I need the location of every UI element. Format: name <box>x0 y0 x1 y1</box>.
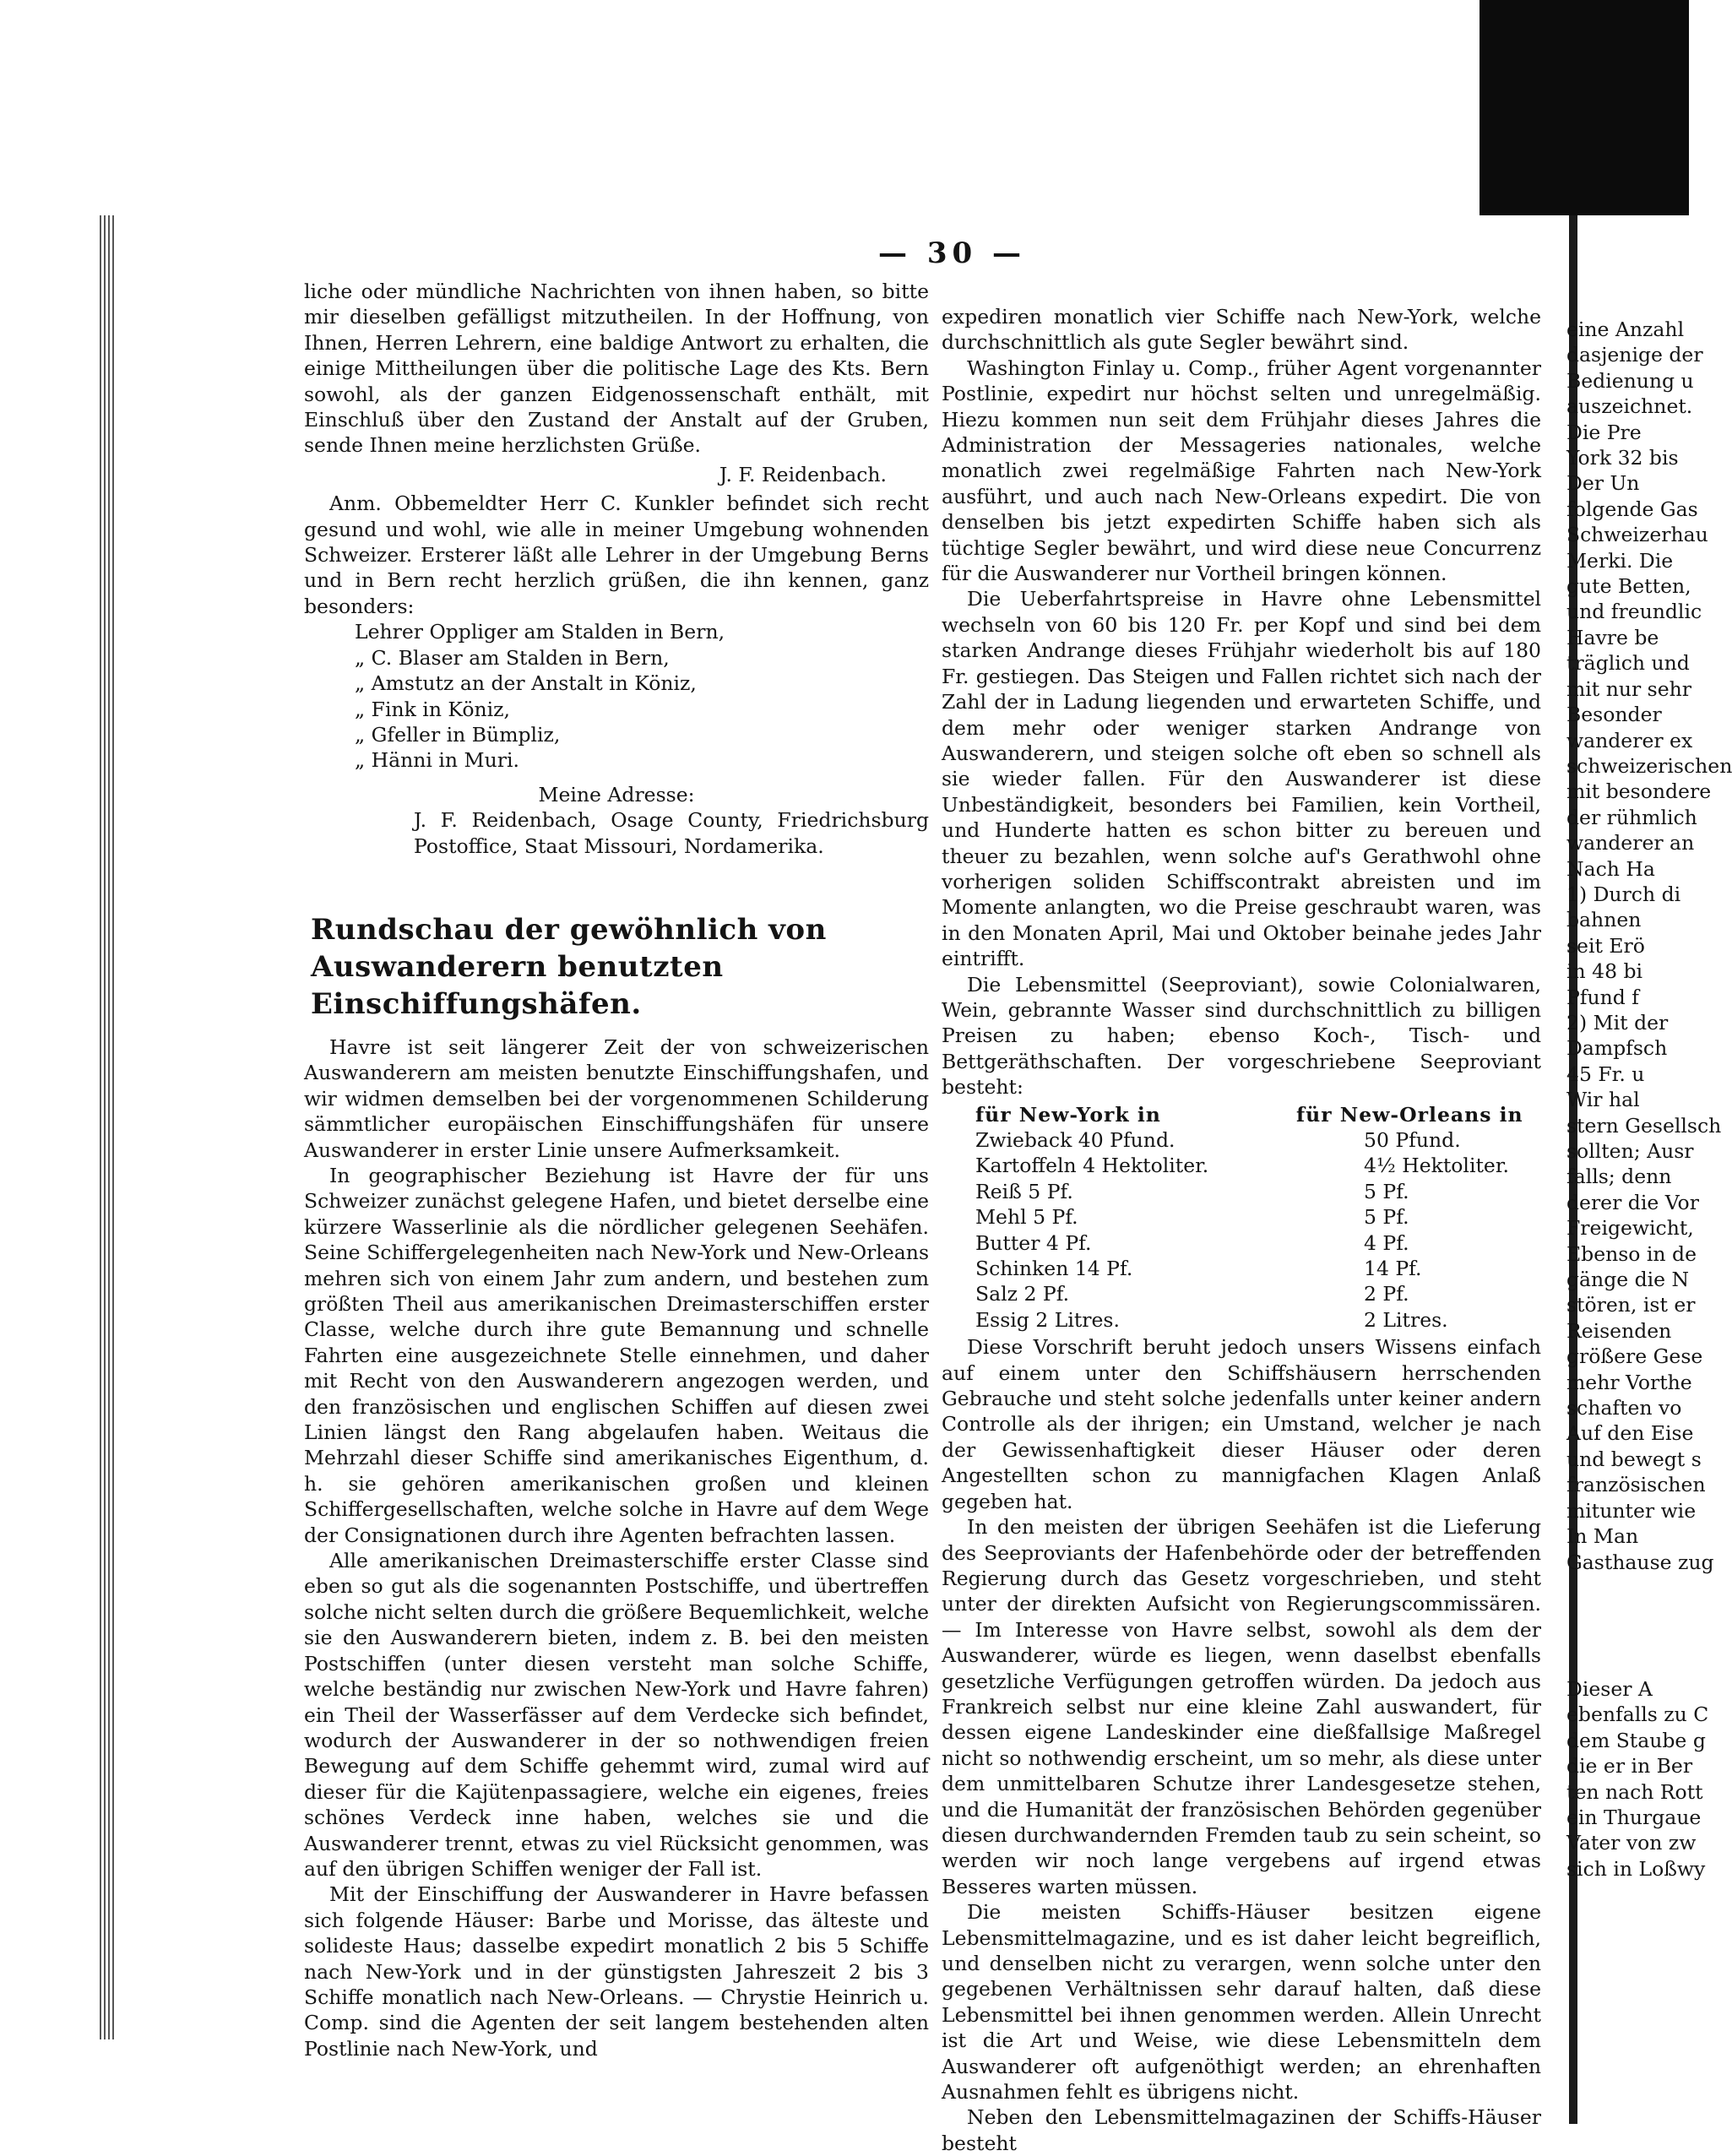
cropped-line: Pfund f <box>1566 985 1639 1009</box>
cropped-line: Die Pre <box>1566 420 1642 444</box>
cropped-line: falls; denn <box>1566 1165 1672 1189</box>
provisions-cell: Mehl 5 Pf. <box>975 1205 1078 1230</box>
cropped-line: und bewegt s <box>1566 1447 1702 1471</box>
cropped-line: sich in Loßwy <box>1566 1856 1706 1881</box>
page-number: — 30 — <box>878 236 1026 270</box>
provisions-cell: 4 Pf. <box>1364 1230 1409 1255</box>
cropped-line: der rühmlich <box>1566 805 1697 829</box>
cropped-line: Nach Ha <box>1566 856 1655 881</box>
cropped-line: seit Erö <box>1566 933 1645 958</box>
cropped-line: 1) Durch di <box>1566 882 1681 906</box>
cropped-line: mehr Vorthe <box>1566 1370 1692 1394</box>
column-left <box>304 279 929 2061</box>
provisions-header-neworleans: für New-Orleans in <box>1296 1102 1523 1127</box>
greetings-list <box>304 619 929 773</box>
cropped-line: träglich und <box>1566 651 1690 676</box>
provisions-cell: 2 Pf. <box>1364 1282 1409 1306</box>
column-gap <box>1566 1575 1689 1676</box>
cropped-line: Gasthause zug <box>1566 1550 1714 1574</box>
cropped-line: ten nach Rott <box>1566 1779 1703 1804</box>
cropped-line: wanderer ex <box>1566 728 1693 752</box>
cropped-line: Vater von zw <box>1566 1831 1697 1855</box>
cropped-line: eine Anzahl <box>1566 318 1685 341</box>
cropped-line: schweizerischen <box>1566 753 1732 778</box>
book-spine-edge <box>100 215 117 2039</box>
cropped-line: in 48 bi <box>1566 959 1643 984</box>
greetings-item: „ C. Blaser am Stalden in Bern, <box>355 645 670 670</box>
provisions-cell: Reiß 5 Pf. <box>975 1179 1073 1203</box>
provisions-cell: 2 Litres. <box>1364 1307 1448 1332</box>
cropped-line: Der Un <box>1566 471 1640 496</box>
provisions-cell: 50 Pfund. <box>1364 1128 1461 1152</box>
article-paragraph: Neben den Lebensmittelmagazinen der Schiffs-Häuser besteht <box>942 2105 1541 2155</box>
cropped-line: die er in Ber <box>1566 1754 1693 1779</box>
article-heading: Rundschau der gewöhnlich von Auswanderern benutzten Einschiffungshäfen. <box>311 912 827 1021</box>
cropped-line: dasjenige der <box>1566 343 1703 367</box>
article-paragraph: Alle amerikanischen Dreimasterschiffe erster Classe sind eben so gut als die sogenannten Postschiffe, und übertreffen solche nicht selten durch die größere Bequemlichkeit, welche sie den Auswanderern bieten, indem z. B. bei den meisten Postschiffen (unter diesen versteht man solche Schiffe, welche beständig nur zwischen New-York und Havre fahren) ein Theil der Wasserfässer auf dem Verdecke sich befindet, wodurch der Auswanderer in der so nothwendigen freien Bewegung auf dem Schiffe gehemmt wird, zumal wird auf dieser für die Kajütenpassagiere, welche ein eigenes, freies schönes Verdeck inne haben, welches sie und die Auswanderer trennt, etwas zu viel Rücksicht genommen, was auf den übrigen Schiffen weniger der Fall ist. <box>304 1549 929 1881</box>
cropped-line: Freigewicht, <box>1566 1216 1694 1241</box>
provisions-cell: Butter 4 Pf. <box>975 1230 1092 1255</box>
cropped-line: 45 Fr. u <box>1566 1062 1645 1086</box>
cropped-line: mit nur sehr <box>1566 676 1692 701</box>
provisions-cell: Schinken 14 Pf. <box>975 1257 1133 1281</box>
cropped-line: derer die Vor <box>1566 1190 1699 1214</box>
cropped-lines-top <box>1566 317 1732 1575</box>
article-paragraph: Mit der Einschiffung der Auswanderer in Havre befassen sich folgende Häuser: Barbe und Morisse, das älteste und solideste Haus; dasselbe expedirt monatlich 2 bis 5 Schiffe nach New-York und in der günstigsten Jahreszeit 2 bis 3 Schiffe monatlich nach New-Orleans. — Chrystie Heinrich u. Comp. sind die Agenten der seit langem bestehenden alten Postlinie nach New-York, und <box>304 1882 929 2061</box>
editor-note: Anm. Obbemeldter Herr C. Kunkler befindet sich recht gesund und wohl, wie alle in meiner Umgebung wohnenden Schweizer. Ersterer läßt alle Lehrer in der Umgebung Berns und in Bern recht herzlich grüßen, die ihn kennen, ganz besonders: <box>304 491 929 618</box>
cropped-line: bahnen <box>1566 908 1642 932</box>
cropped-line: sollten; Ausr <box>1566 1139 1694 1163</box>
cropped-line: In Man <box>1566 1524 1639 1549</box>
cropped-line: 2) Mit der <box>1566 1010 1669 1035</box>
cropped-line: Auf den Eise <box>1566 1421 1694 1446</box>
cropped-line: Dampfsch <box>1566 1036 1668 1061</box>
cropped-lines-bottom <box>1566 1676 1709 1882</box>
article-paragraph: Havre ist seit längerer Zeit der von schweizerischen Auswanderern am meisten benutzte Einschiffungshafen, und wir widmen demselben bei der vorgenommenen Schilderung sämmtlicher europäischen Einschiffungshäfen für unsere Auswanderer in erster Linie unsere Aufmerksamkeit. <box>304 1035 929 1162</box>
article-paragraph: Die meisten Schiffs-Häuser besitzen eigene Lebensmittelmagazine, und es ist daher leicht begreiflich, und denselben nicht zu verargen, wenn solche unter den gegebenen Verhältnissen sehr darauf halten, daß diese Lebensmittel bei ihnen genommen werden. Allein Unrecht ist die Art und Weise, wie diese Lebensmitteln dem Auswanderer oft aufgenöthigt werden; an ehrenhaften Ausnahmen fehlt es übrigens nicht. <box>942 1900 1541 2104</box>
greetings-item: „ Hänni in Muri. <box>355 748 519 773</box>
column-right-cropped <box>1566 317 1732 1882</box>
address: J. F. Reidenbach, Osage County, Friedrichsburg Postoffice, Staat Missouri, Nordamerika. <box>414 808 929 858</box>
article-paragraph: Die Ueberfahrtspreise in Havre ohne Lebensmittel wechseln von 60 bis 120 Fr. per Kopf und sind bei dem starken Andrange dieses Frühjahr wiederholt bis auf 180 Fr. gestiegen. Das Steigen und Fallen richtet sich nach der Zahl der in Ladung liegenden und erwarteten Schiffe, und dem mehr oder weniger starken Andrange von Auswanderern, und steigen solche oft eben so schnell als sie wieder fallen. Für den Auswanderer ist diese Unbeständigkeit, besonders bei Familien, kein Vortheil, und Hunderte hatten es schon bitter zu bereuen und theuer zu bezahlen, wenn solche auf's Gerathwohl ohne vorherigen soliden Schiffscontrakt abreisten und im Momente anlangten, wo die Preise geschraubt waren, was in den Monaten April, Mai und Oktober beinahe jedes Jahr eintrifft. <box>942 587 1541 971</box>
cropped-line: gänge die N <box>1566 1268 1690 1292</box>
provisions-table <box>975 1102 1541 1333</box>
cropped-line: ein Thurgaue <box>1566 1805 1702 1829</box>
cropped-line: Besonder <box>1566 703 1662 727</box>
cropped-line: auszeichnet. <box>1566 394 1693 419</box>
cropped-line: Havre be <box>1566 625 1659 649</box>
cropped-line: York 32 bis <box>1566 446 1679 470</box>
cropped-line: französischen <box>1566 1473 1706 1497</box>
cropped-line: Reisenden <box>1566 1318 1672 1343</box>
greetings-item: Lehrer Oppliger am Stalden in Bern, <box>355 620 725 644</box>
cropped-line: Ebenso in de <box>1566 1241 1697 1266</box>
cropped-line: größere Gese <box>1566 1344 1703 1369</box>
article-paragraph: Washington Finlay u. Comp., früher Agent vorgenannter Postlinie, expedirt nur höchst selten und unregelmäßig. Hiezu kommen nun seit dem Frühjahr dieses Jahres die Administration der Messageries nationales, welche monatlich zwei regelmäßige Fahrten nach New-York ausführt, und auch nach New-Orleans expedirt. Die von denselben bis jetzt expedirten Schiffe haben sich als tüchtige Segler bewährt, und wird diese neue Concurrenz für die Auswanderer nur Vortheil bringen können. <box>942 356 1541 586</box>
cropped-line: folgende Gas <box>1566 497 1698 521</box>
article-paragraph: expediren monatlich vier Schiffe nach New-York, welche durchschnittlich als gute Segler bewährt sind. <box>942 305 1541 355</box>
cropped-line: stern Gesellsch <box>1566 1113 1722 1138</box>
provisions-cell: Salz 2 Pf. <box>975 1282 1070 1306</box>
cropped-line: schaften vo <box>1566 1396 1682 1420</box>
letter-ending: liche oder mündliche Nachrichten von ihnen haben, so bitte mir dieselben gefälligst mitzutheilen. In der Hoffnung, von Ihnen, Herren Lehrern, eine baldige Antwort zu erhalten, die einige Mittheilungen über die politische Lage des Kts. Bern sowohl, als der ganzen Eidgenossenschaft enthält, mit Einschluß über den Zustand der Anstalt auf der Gruben, sende Ihnen meine herzlichsten Grüße. <box>304 280 929 458</box>
scan-dark-border <box>1480 0 1689 215</box>
cropped-line: Merki. Die <box>1566 548 1674 573</box>
provisions-cell: Kartoffeln 4 Hektoliter. <box>975 1154 1209 1178</box>
cropped-line: wanderer an <box>1566 831 1695 855</box>
cropped-line: mit besondere <box>1566 779 1712 804</box>
cropped-line: Schweizerhau <box>1566 523 1708 547</box>
provisions-cell: Essig 2 Litres. <box>975 1307 1120 1332</box>
cropped-line: Wir hal <box>1566 1088 1640 1112</box>
cropped-line: dem Staube g <box>1566 1728 1706 1752</box>
article-paragraph: Die Lebensmittel (Seeproviant), sowie Colonialwaren, Wein, gebrannte Wasser sind durchschnittlich zu billigen Preisen zu haben; ebenso Koch-, Tisch- und Bettgeräthschaften. Der vorgeschriebene Seeproviant besteht: <box>942 972 1541 1100</box>
greetings-item: „ Fink in Köniz, <box>355 697 511 721</box>
provisions-cell: 14 Pf. <box>1364 1257 1422 1281</box>
cropped-line: ebenfalls zu C <box>1566 1703 1709 1727</box>
greetings-item: „ Amstutz an der Anstalt in Köniz, <box>355 671 697 696</box>
article-paragraph: In geographischer Beziehung ist Havre der für uns Schweizer zunächst gelegene Hafen, und bietet derselbe eine kürzere Wasserlinie als die nördlicher gelegenen Seehäfen. Seine Schiffergelegenheiten nach New-York und New-Orleans mehren sich von einem Jahr zum andern, und bestehen zum größten Theil aus amerikanischen Dreimasterschiffen erster Classe, welche durch ihre gute Bemannung und schnelle Fahrten eine ausgezeichnete Stelle einnehmen, und daher mit Recht von den Auswanderern angezogen werden, und den französischen und englischen Schiffen auf diesen zwei Linien längst den Rang abgelaufen haben. Weitaus die Mehrzahl dieser Schiffe sind amerikanisches Eigenthum, d. h. sie gehören amerikanischen großen und kleinen Schiffergesellschaften, welche solche in Havre auf dem Wege der Consignationen durch ihre Agenten befrachten lassen. <box>304 1163 929 1547</box>
cropped-line: mitunter wie <box>1566 1498 1697 1523</box>
provisions-cell: 5 Pf. <box>1364 1205 1409 1230</box>
page-left-margin <box>0 0 101 2124</box>
address-label: Meine Adresse: <box>538 782 695 806</box>
cropped-line: und freundlic <box>1566 600 1702 624</box>
column-middle <box>942 304 1541 2156</box>
cropped-line: Bedienung u <box>1566 368 1694 393</box>
cropped-line: Dieser A <box>1566 1676 1653 1701</box>
article-paragraph: Diese Vorschrift beruht jedoch unsers Wissens einfach auf einem unter den Schiffshäusern herrschenden Gebrauche und steht solche jedenfalls unter keiner andern Controlle als der ihrigen; ein Umstand, welcher je nach der Gewissenhaftigkeit dieser Häuser oder deren Angestellten schon zu mannigfachen Klagen Anlaß gegeben hat. <box>942 1335 1541 1513</box>
cropped-line: stören, ist er <box>1566 1293 1696 1317</box>
provisions-header-newyork: für New-York in <box>975 1102 1161 1127</box>
cropped-line: gute Betten, <box>1566 574 1691 599</box>
provisions-cell: 4½ Hektoliter. <box>1364 1154 1509 1178</box>
provisions-cell: 5 Pf. <box>1364 1179 1409 1203</box>
greetings-item: „ Gfeller in Bümpliz, <box>355 722 561 747</box>
article-paragraph: In den meisten der übrigen Seehäfen ist die Lieferung des Seeproviants der Hafenbehörde oder der betreffenden Regierung durch das Gesetz vorgeschrieben, und steht unter der direkten Aufsicht von Regierungscommissären. — Im Interesse von Havre selbst, sowohl als dem der Auswanderer, würde es liegen, wenn daselbst ebenfalls gesetzliche Verfügungen getroffen würden. Da jedoch aus Frankreich selbst nur eine kleine Zahl auswandert, für dessen eigene Landeskinder eine dießfallsige Maßregel nicht so nothwendig erscheint, um so mehr, als diese unter dem unmittelbaren Schutze ihrer Landesgesetze stehen, und die Humanität der französischen Behörden gegenüber diesen durchwandernden Fremden taub zu sein scheint, so werden wir noch lange vergebens auf irgend etwas Besseres warten müssen. <box>942 1515 1541 1898</box>
provisions-cell: Zwieback 40 Pfund. <box>975 1128 1175 1152</box>
letter-signature: J. F. Reidenbach. <box>719 462 887 486</box>
